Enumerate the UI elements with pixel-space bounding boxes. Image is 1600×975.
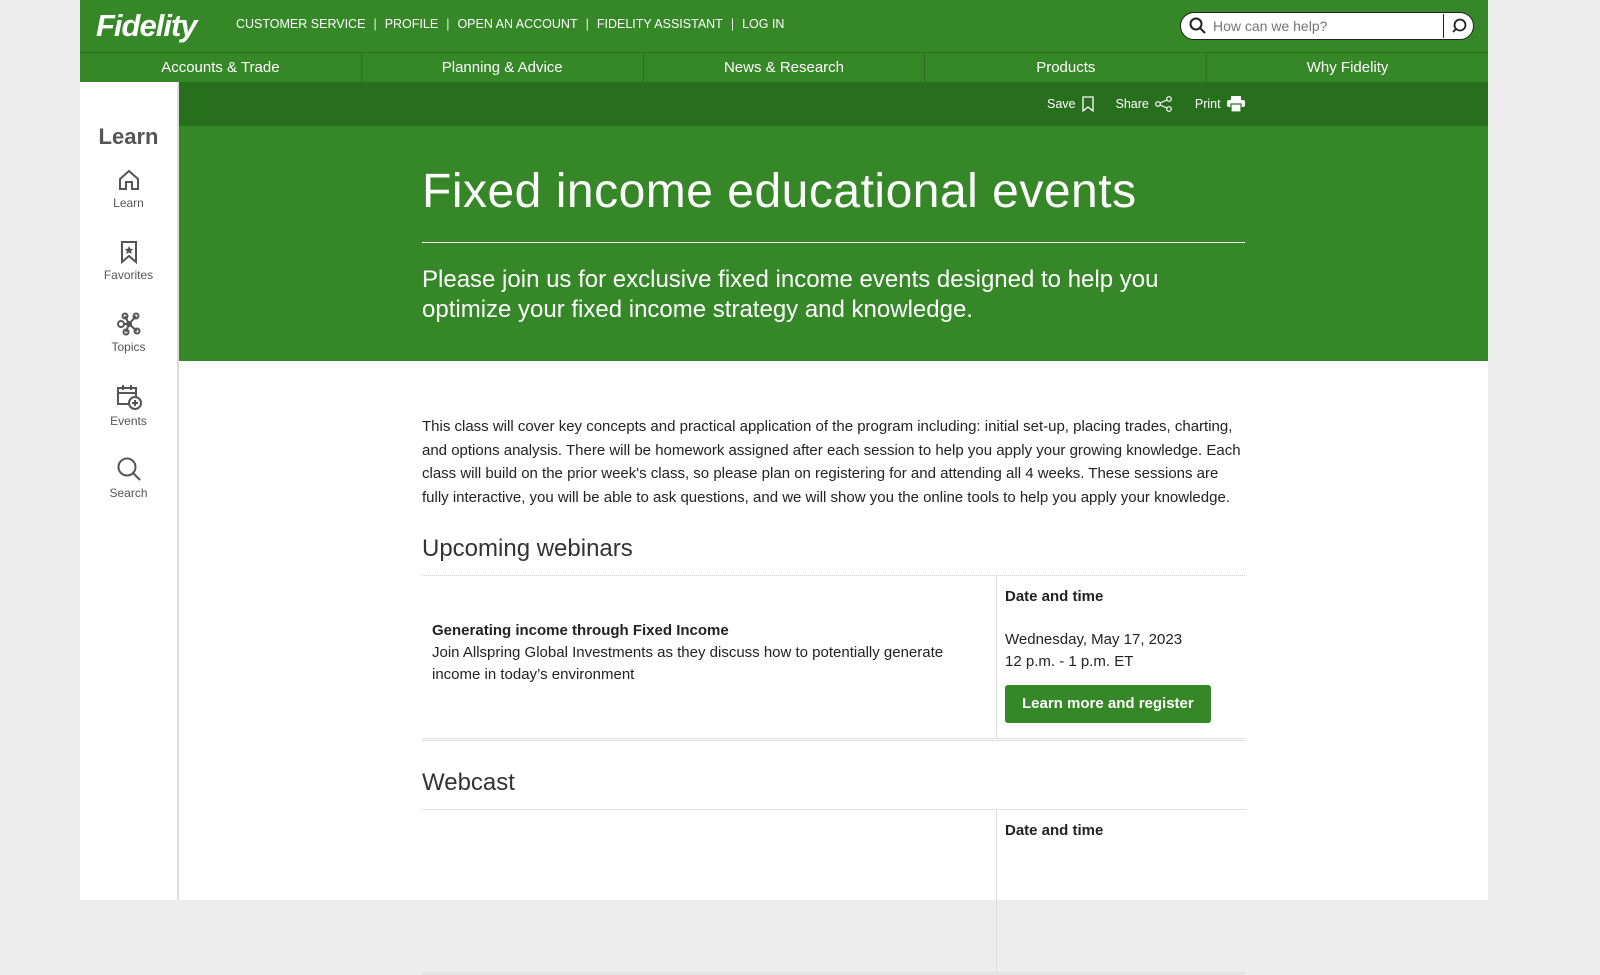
calendar-plus-icon: [116, 384, 142, 410]
home-icon: [117, 168, 141, 192]
utility-links: CUSTOMER SERVICE | PROFILE | OPEN AN ACCOUNT | FIDELITY ASSISTANT | LOG IN: [236, 17, 785, 31]
print-label: Print: [1194, 97, 1221, 111]
event-row: [422, 810, 1245, 975]
sidebar-item-events[interactable]: [80, 378, 177, 450]
open-account-link[interactable]: OPEN AN ACCOUNT: [457, 17, 578, 31]
chat-button[interactable]: [1443, 14, 1473, 38]
sidebar-item-label: Favorites: [103, 268, 154, 282]
main-content: [422, 415, 1245, 975]
fidelity-logo[interactable]: Fidelity: [96, 8, 197, 43]
nav-why-fidelity[interactable]: Why Fidelity: [1306, 59, 1389, 76]
date-label: Date and time: [1005, 588, 1104, 605]
search-icon: [1189, 17, 1207, 35]
log-in-link[interactable]: LOG IN: [742, 17, 785, 31]
learn-sidebar: [80, 82, 179, 900]
sidebar-title: Learn: [98, 124, 159, 149]
fidelity-assistant-link[interactable]: FIDELITY ASSISTANT: [596, 17, 723, 31]
sidebar-item-topics[interactable]: [80, 306, 177, 378]
top-bar: [80, 0, 1488, 53]
search-icon: [116, 456, 142, 482]
date-label: Date and time: [1005, 822, 1104, 839]
bookmark-star-icon: [117, 240, 141, 264]
sidebar-item-learn[interactable]: [80, 162, 177, 234]
save-button[interactable]: [1047, 96, 1094, 112]
sidebar-item-label: Learn: [113, 196, 144, 210]
customer-service-link[interactable]: CUSTOMER SERVICE: [236, 17, 366, 31]
action-band: [179, 82, 1488, 126]
print-button[interactable]: [1195, 96, 1245, 112]
share-label: Share: [1115, 97, 1149, 111]
intro-text: This class will cover key concepts and practical application of the program including: initial set-up, placing trades, charting, and options analysis. There will be homework assigned after each session to help you apply your growing knowledge. Each class will build on the prior week's class, so please plan on registering for and attending all 4 weeks. These sessions are fully interactive, you will be able to ask questions, and we will show you the online tools to help you apply your knowledge.: [422, 418, 1241, 506]
hero-banner: [179, 82, 1488, 361]
printer-icon: [1227, 96, 1245, 112]
save-label: Save: [1047, 97, 1076, 111]
register-button[interactable]: Learn more and register: [1005, 685, 1211, 723]
share-icon: [1155, 96, 1173, 112]
event-title: Generating income through Fixed Income: [432, 622, 729, 639]
profile-link[interactable]: PROFILE: [384, 17, 439, 31]
page-subtitle: Please join us for exclusive fixed income events designed to help you optimize your fixed income strategy and knowledge.: [422, 266, 1159, 323]
search-box: [1180, 12, 1474, 40]
nav-news-research[interactable]: News & Research: [644, 53, 926, 82]
search-input[interactable]: [1213, 18, 1443, 34]
title-divider: [422, 242, 1245, 243]
event-date: Wednesday, May 17, 2023: [1005, 631, 1183, 648]
sidebar-item-label: Search: [109, 486, 148, 500]
nav-accounts-trade[interactable]: Accounts & Trade: [80, 53, 362, 82]
topics-icon: [116, 312, 142, 336]
sidebar-item-favorites[interactable]: [80, 234, 177, 306]
section-heading-webcast: Webcast: [422, 769, 1245, 810]
sidebar-item-label: Events: [110, 414, 147, 428]
section-heading-webinars: Upcoming webinars: [422, 535, 1245, 576]
event-row: [422, 576, 1245, 741]
main-nav: [80, 53, 1488, 82]
nav-products[interactable]: Products: [925, 53, 1207, 82]
share-button[interactable]: [1116, 96, 1173, 112]
page: [80, 0, 1488, 900]
sidebar-item-label: Topics: [111, 340, 146, 354]
chat-icon: [1451, 18, 1467, 34]
sidebar-item-search[interactable]: [80, 450, 177, 522]
bookmark-icon: [1082, 96, 1094, 112]
event-time: 12 p.m. - 1 p.m. ET: [1005, 653, 1134, 670]
event-description: Join Allspring Global Investments as they discuss how to potentially generate income in today’s environment: [432, 644, 944, 683]
nav-planning-advice[interactable]: Planning & Advice: [362, 53, 644, 82]
page-title: Fixed income educational events: [422, 165, 1137, 218]
